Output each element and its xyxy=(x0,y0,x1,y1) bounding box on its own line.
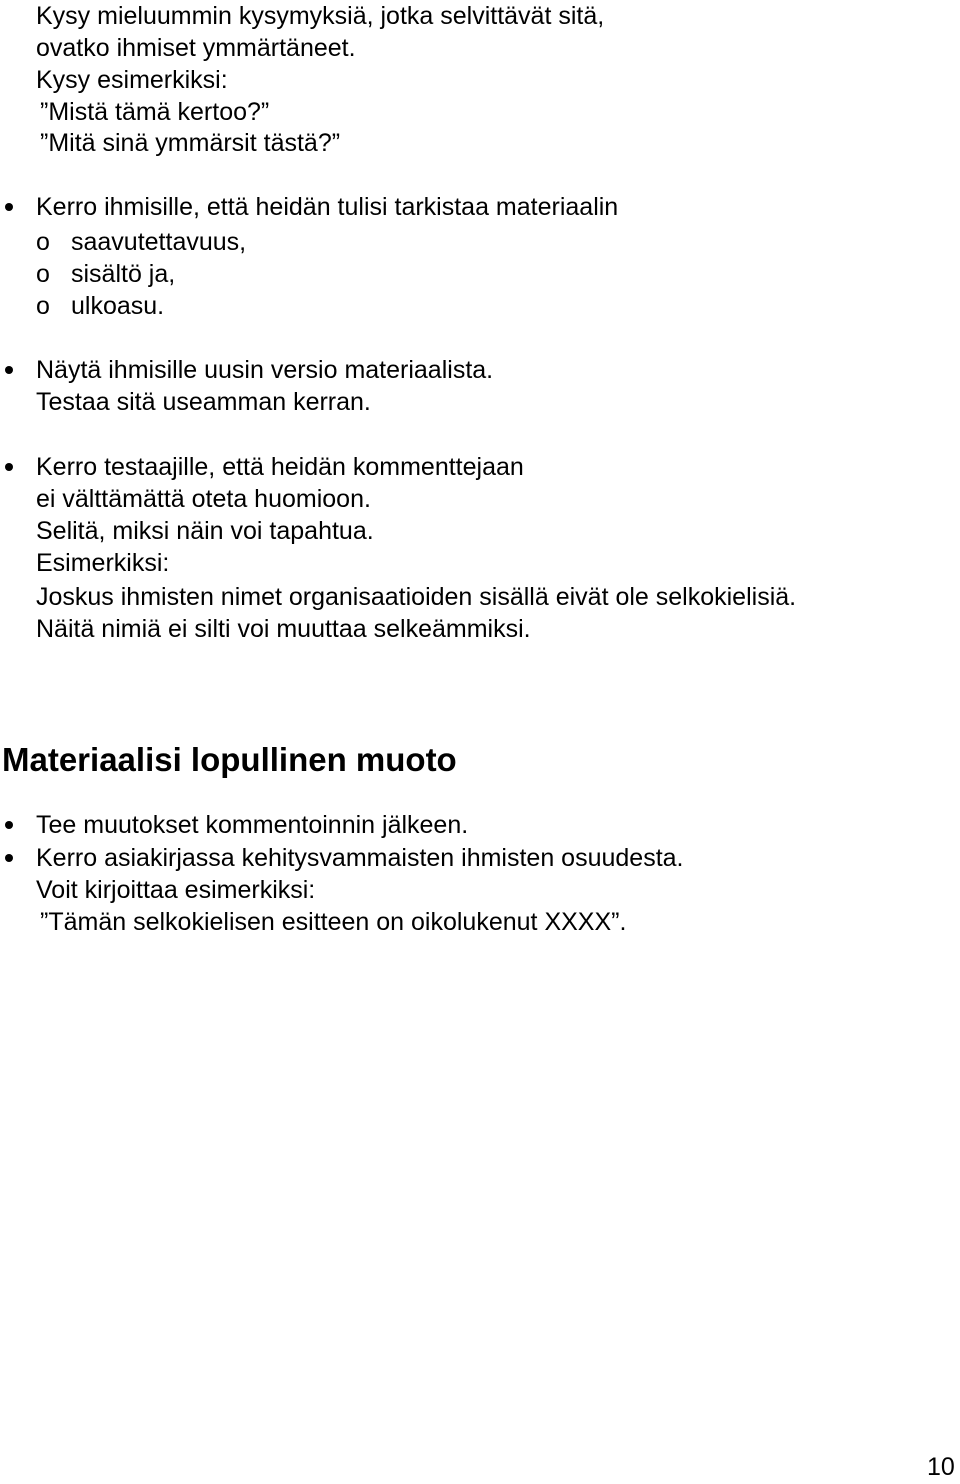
bullet-icon xyxy=(5,203,13,211)
intro-quote: ”Mitä sinä ymmärsit tästä?” xyxy=(40,129,341,157)
section-heading: Materiaalisi lopullinen muoto xyxy=(2,741,457,778)
list-item-text: ei välttämättä oteta huomioon. xyxy=(36,485,371,513)
circle-bullet-icon: o xyxy=(36,292,50,320)
list-item-text: Voit kirjoittaa esimerkiksi: xyxy=(36,876,316,904)
intro-line: Kysy esimerkiksi: xyxy=(36,66,228,94)
list-item-text: Testaa sitä useamman kerran. xyxy=(36,388,371,416)
list-item-text: Joskus ihmisten nimet organisaatioiden sisällä eivät ole selkokielisiä. xyxy=(36,583,797,611)
list-item-text: Kerro testaajille, että heidän kommenttejaan xyxy=(36,453,524,481)
intro-line: Kysy mieluummin kysymyksiä, jotka selvittävät sitä, xyxy=(36,2,605,30)
circle-bullet-icon: o xyxy=(36,228,50,256)
list-item-text: Tee muutokset kommentoinnin jälkeen. xyxy=(36,811,469,839)
sub-list-item: ulkoasu. xyxy=(71,292,165,320)
list-item-text: Kerro asiakirjassa kehitysvammaisten ihmisten osuudesta. xyxy=(36,844,684,872)
bullet-icon xyxy=(5,854,13,862)
intro-line: ovatko ihmiset ymmärtäneet. xyxy=(36,34,356,62)
list-item-text: Esimerkiksi: xyxy=(36,549,170,577)
list-item-text: Selitä, miksi näin voi tapahtua. xyxy=(36,517,374,545)
bullet-icon xyxy=(5,366,13,374)
list-item-text: Näytä ihmisille uusin versio materiaalista. xyxy=(36,356,494,384)
circle-bullet-icon: o xyxy=(36,260,50,288)
intro-quote: ”Mistä tämä kertoo?” xyxy=(40,98,270,126)
bullet-icon xyxy=(5,463,13,471)
sub-list-item: saavutettavuus, xyxy=(71,228,247,256)
list-item-text: Näitä nimiä ei silti voi muuttaa selkeämmiksi. xyxy=(36,615,531,643)
list-item-text: Kerro ihmisille, että heidän tulisi tarkistaa materiaalin xyxy=(36,193,619,221)
sub-list-item: sisältö ja, xyxy=(71,260,176,288)
bullet-icon xyxy=(5,821,13,829)
list-item-quote: ”Tämän selkokielisen esitteen on oikolukenut XXXX”. xyxy=(40,908,627,936)
page-number: 10 xyxy=(927,1453,955,1481)
